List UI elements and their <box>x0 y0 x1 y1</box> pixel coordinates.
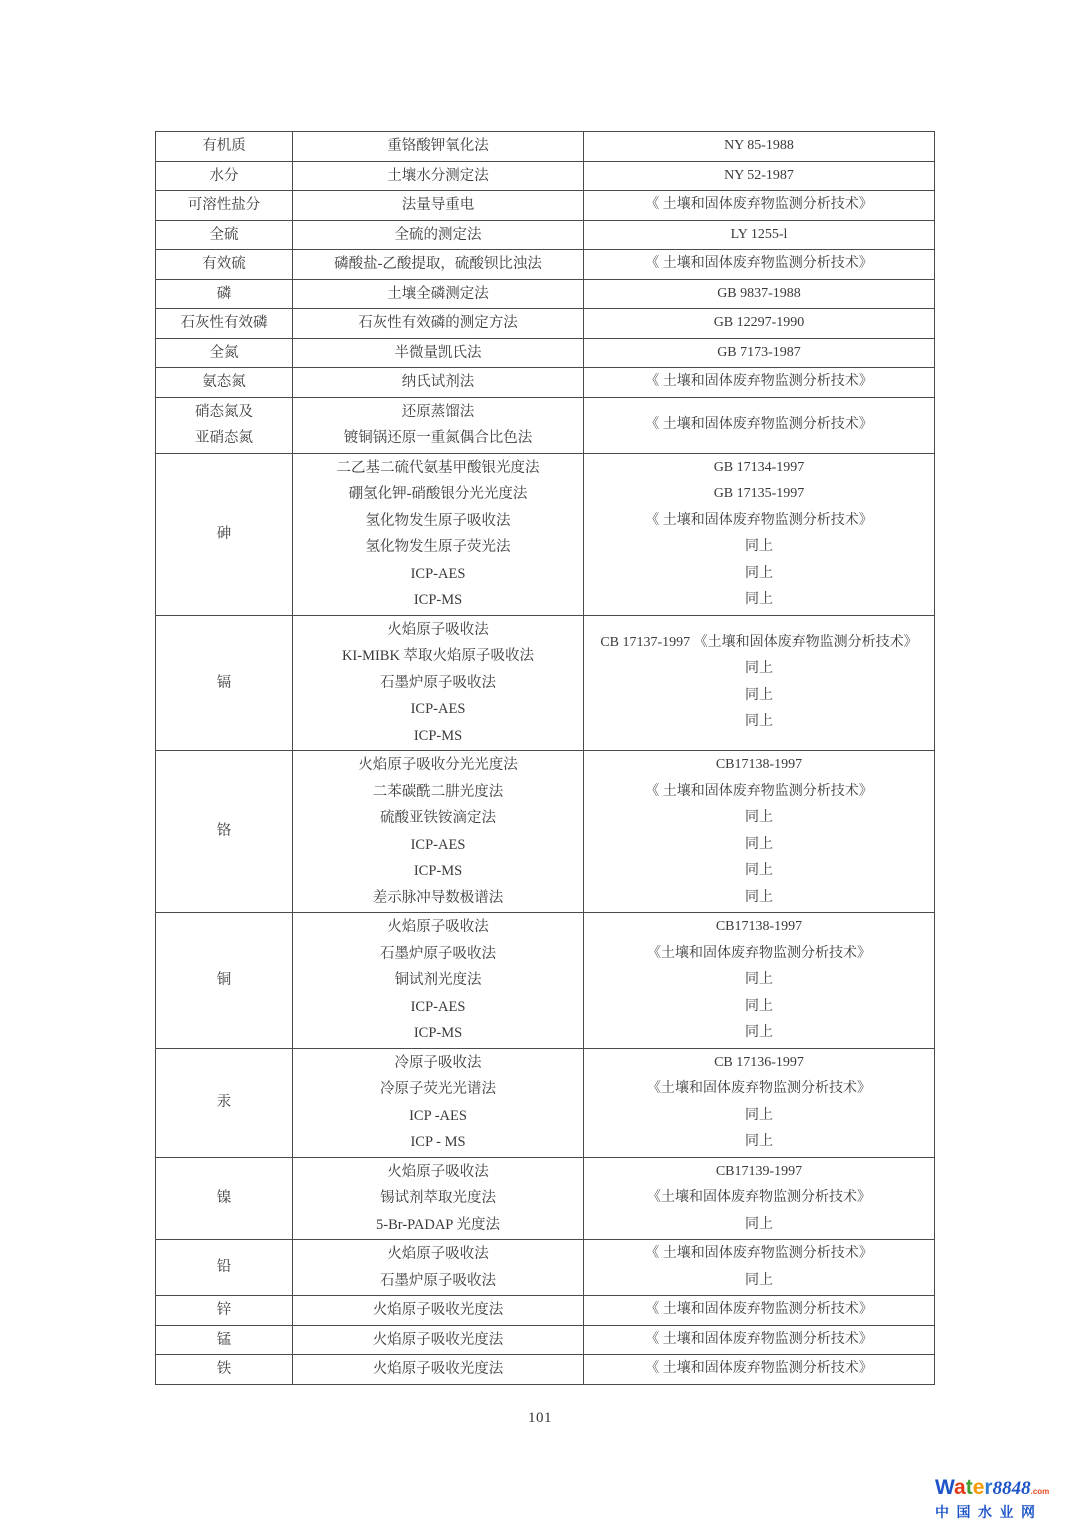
cell-line: 同上 <box>745 592 773 607</box>
table-row <box>156 751 935 913</box>
water8848-logo <box>935 1477 1077 1521</box>
standard-cell <box>584 279 935 309</box>
cell-line: 亚硝态氮 <box>195 430 253 446</box>
cell-line: GB 17134-1997 <box>713 459 805 475</box>
cell-line: 《 土壤和固体废弃物监测分析技术》 <box>645 1331 873 1347</box>
cell-line: 火焰原子吸收分光光度法 <box>358 757 518 773</box>
cell-line: 重铬酸钾氧化法 <box>387 138 489 154</box>
item-cell <box>156 1157 293 1240</box>
cell-line: 汞 <box>216 1094 232 1111</box>
table-row <box>156 338 935 368</box>
table-row <box>156 397 935 453</box>
cell-line: 冷原子吸收法 <box>394 1054 482 1071</box>
cell-line: 镉 <box>216 674 232 691</box>
method-cell <box>293 1240 584 1296</box>
cell-line: 《 土壤和固体废弃物监测分析技术》 <box>645 1246 873 1261</box>
cell-line: CB 17137-1997 《土壤和固体废弃物监测分析技术》 <box>600 634 918 650</box>
cell-line: 火焰原子吸收法 <box>387 1163 489 1180</box>
item-cell <box>156 161 293 191</box>
table-row <box>156 132 935 162</box>
method-cell <box>293 397 584 453</box>
cell-line: CB17139-1997 <box>715 1163 803 1179</box>
cell-line: 火焰原子吸收法 <box>387 1246 489 1262</box>
cell-line: 石灰性有效磷的测定方法 <box>358 315 518 331</box>
standard-cell <box>584 309 935 339</box>
table-row <box>156 1325 935 1355</box>
item-cell <box>156 368 293 398</box>
cell-line: 二苯碳酰二肼光度法 <box>372 783 504 800</box>
cell-line: 磷酸盐-乙酸提取，硫酸钡比浊法 <box>334 256 542 272</box>
cell-line: 全硫 <box>209 226 239 243</box>
cell-line: 氢化物发生原子荧光法 <box>365 539 511 555</box>
standard-cell <box>584 1325 935 1355</box>
table-row <box>156 191 935 221</box>
cell-line: KI-MIBK 萃取火焰原子吸收法 <box>341 648 535 664</box>
cell-line: 《 土壤和固体废弃物监测分析技术》 <box>645 256 873 271</box>
item-cell <box>156 615 293 751</box>
cell-line: 同上 <box>745 863 773 878</box>
standard-cell <box>584 615 935 751</box>
method-cell <box>293 751 584 913</box>
method-cell <box>293 1048 584 1157</box>
cell-line: 《 土壤和固体废弃物监测分析技术》 <box>645 1361 873 1376</box>
table-row <box>156 1355 935 1385</box>
cell-line: ICP-AES <box>410 565 466 582</box>
method-cell <box>293 132 584 162</box>
cell-line: 铜试剂光度法 <box>394 972 482 988</box>
item-cell <box>156 751 293 913</box>
cell-line: 同上 <box>745 1216 773 1232</box>
cell-line: 同上 <box>745 1025 773 1040</box>
table-row <box>156 453 935 615</box>
method-cell <box>293 913 584 1049</box>
standard-cell <box>584 250 935 280</box>
logo-tld: .com <box>1030 1487 1050 1496</box>
cell-line: 水分 <box>209 167 239 184</box>
logo-word <box>935 1476 993 1499</box>
cell-line: 《 土壤和固体废弃物监测分析技术》 <box>645 512 873 528</box>
cell-line: 有机质 <box>202 138 246 154</box>
cell-line: 火焰原子吸收法 <box>387 919 489 935</box>
standard-cell <box>584 397 935 453</box>
standard-cell <box>584 1355 935 1385</box>
cell-line: GB 7173-1987 <box>717 344 801 360</box>
cell-line: ICP-AES <box>410 701 466 717</box>
cell-line: 全氮 <box>209 344 239 361</box>
method-cell <box>293 368 584 398</box>
logo-letter: a <box>954 1476 966 1499</box>
method-cell <box>293 161 584 191</box>
cell-line: CB17138-1997 <box>715 919 803 934</box>
cell-line: CB 17136-1997 <box>714 1054 804 1070</box>
cell-line: 全硫的测定法 <box>394 226 482 243</box>
cell-line: 石灰性有效磷 <box>180 315 268 331</box>
method-cell <box>293 615 584 751</box>
logo-letter: t <box>965 1476 973 1499</box>
table-row <box>156 368 935 398</box>
table-row <box>156 615 935 751</box>
cell-line: 氢化物发生原子吸收法 <box>365 512 511 529</box>
cell-line: GB 9837-1988 <box>717 285 801 301</box>
cell-line: 硝态氮及 <box>195 403 253 420</box>
cell-line: 同上 <box>745 714 773 730</box>
method-cell <box>293 453 584 615</box>
cell-line: NY 52-1987 <box>724 167 794 183</box>
item-cell <box>156 453 293 615</box>
cell-line: 火焰原子吸收光度法 <box>372 1302 504 1318</box>
cell-line: 氨态氮 <box>202 374 246 390</box>
item-cell <box>156 220 293 250</box>
cell-line: 火焰原子吸收光度法 <box>372 1331 504 1348</box>
table-row <box>156 1048 935 1157</box>
analysis-methods-table <box>155 131 935 1385</box>
logo-wordmark <box>935 1477 1077 1503</box>
cell-line: 法量导重电 <box>401 197 475 213</box>
cell-line: 同上 <box>745 565 773 581</box>
cell-line: 锡试剂萃取光度法 <box>380 1190 496 1206</box>
cell-line: 铅 <box>216 1259 232 1276</box>
standard-cell <box>584 1048 935 1157</box>
cell-line: 土壤全磷测定法 <box>387 285 489 302</box>
logo-number: 8848 <box>992 1478 1031 1499</box>
cell-line: 石墨炉原子吸收法 <box>380 945 496 962</box>
cell-line: 同上 <box>745 1107 773 1123</box>
item-cell <box>156 1325 293 1355</box>
item-cell <box>156 191 293 221</box>
cell-line: ICP - MS <box>410 1134 466 1150</box>
table-row <box>156 250 935 280</box>
table-row <box>156 1157 935 1240</box>
item-cell <box>156 1048 293 1157</box>
cell-line: 同上 <box>745 889 773 905</box>
standard-cell <box>584 220 935 250</box>
method-cell <box>293 250 584 280</box>
cell-line: 《 土壤和固体废弃物监测分析技术》 <box>645 197 873 212</box>
item-cell <box>156 250 293 280</box>
standard-cell <box>584 751 935 913</box>
table-row <box>156 1296 935 1326</box>
cell-line: 同上 <box>745 661 773 677</box>
cell-line: 可溶性盐分 <box>187 197 261 213</box>
method-cell <box>293 338 584 368</box>
item-cell <box>156 132 293 162</box>
cell-line: 石墨炉原子吸收法 <box>380 1272 496 1289</box>
standard-cell <box>584 1157 935 1240</box>
cell-line: 同上 <box>745 972 773 987</box>
logo-letter: e <box>972 1476 985 1499</box>
logo-letter: r <box>984 1476 993 1499</box>
cell-line: 半微量凯氏法 <box>394 344 482 361</box>
cell-line: 石墨炉原子吸收法 <box>380 674 496 691</box>
cell-line: 《 土壤和固体废弃物监测分析技术》 <box>645 374 873 389</box>
cell-line: 《 土壤和固体废弃物监测分析技术》 <box>645 1302 873 1317</box>
standard-cell <box>584 1240 935 1296</box>
cell-line: LY 1255-l <box>730 226 788 242</box>
method-cell <box>293 1296 584 1326</box>
cell-line: CB17138-1997 <box>715 757 803 772</box>
cell-line: ICP -AES <box>409 1107 467 1124</box>
cell-line: 《 土壤和固体废弃物监测分析技术》 <box>645 416 873 432</box>
cell-line: GB 17135-1997 <box>713 486 805 501</box>
table-row <box>156 913 935 1049</box>
cell-line: ICP-MS <box>413 1025 463 1041</box>
cell-line: 砷 <box>216 525 232 542</box>
item-cell <box>156 913 293 1049</box>
cell-line: 纳氏试剂法 <box>401 374 475 390</box>
item-cell <box>156 1296 293 1326</box>
method-cell <box>293 1157 584 1240</box>
standard-cell <box>584 161 935 191</box>
cell-line: 同上 <box>745 810 773 825</box>
cell-line: 火焰原子吸收法 <box>387 621 489 638</box>
method-cell <box>293 1325 584 1355</box>
standard-cell <box>584 368 935 398</box>
item-cell <box>156 309 293 339</box>
cell-line: ICP-MS <box>413 592 463 608</box>
cell-line: NY 85-1988 <box>724 138 794 153</box>
standard-cell <box>584 913 935 1049</box>
cell-line: 镀铜锅还原一重氮偶合比色法 <box>343 430 533 446</box>
cell-line: 磷 <box>216 285 232 302</box>
cell-line: ICP-MS <box>413 863 463 879</box>
cell-line: 火焰原子吸收光度法 <box>372 1361 504 1377</box>
table-row <box>156 309 935 339</box>
standard-cell <box>584 191 935 221</box>
cell-line: 《土壤和固体废弃物监测分析技术》 <box>647 1190 871 1205</box>
cell-line: 硼氢化钾-硝酸银分光光度法 <box>348 486 528 502</box>
cell-line: GB 12297-1990 <box>713 315 805 330</box>
method-cell <box>293 191 584 221</box>
standard-cell <box>584 338 935 368</box>
cell-line: 二乙基二硫代氨基甲酸银光度法 <box>336 459 540 476</box>
table-row <box>156 220 935 250</box>
item-cell <box>156 1240 293 1296</box>
cell-line: 铬 <box>216 823 232 840</box>
page-number: 101 <box>528 1410 552 1426</box>
standard-cell <box>584 453 935 615</box>
table-row <box>156 161 935 191</box>
cell-line: 锌 <box>216 1302 232 1318</box>
cell-line: 《土壤和固体废弃物监测分析技术》 <box>647 1081 871 1096</box>
method-cell <box>293 1355 584 1385</box>
table-row <box>156 1240 935 1296</box>
standard-cell <box>584 132 935 162</box>
method-cell <box>293 220 584 250</box>
item-cell <box>156 1355 293 1385</box>
cell-line: 同上 <box>745 1272 773 1288</box>
cell-line: 铁 <box>216 1361 232 1377</box>
item-cell <box>156 338 293 368</box>
cell-line: ICP-AES <box>410 836 466 853</box>
item-cell <box>156 279 293 309</box>
table-row <box>156 279 935 309</box>
standard-cell <box>584 1296 935 1326</box>
cell-line: 同上 <box>745 687 773 703</box>
cell-line: 同上 <box>745 998 773 1014</box>
cell-line: 冷原子荧光光谱法 <box>380 1081 496 1097</box>
cell-line: 土壤水分测定法 <box>387 167 489 184</box>
cell-line: 锰 <box>216 1331 232 1348</box>
item-cell <box>156 397 293 453</box>
cell-line: ICP-MS <box>413 727 463 744</box>
method-cell <box>293 279 584 309</box>
cell-line: 镍 <box>216 1190 232 1206</box>
logo-subtitle: 中国水业网 <box>935 1504 1043 1520</box>
cell-line: 《土壤和固体废弃物监测分析技术》 <box>647 945 871 961</box>
cell-line: 还原蒸馏法 <box>401 403 475 420</box>
cell-line: ICP-AES <box>410 998 466 1015</box>
cell-line: 硫酸亚铁铵滴定法 <box>380 810 496 826</box>
cell-line: 5-Br-PADAP 光度法 <box>376 1216 500 1233</box>
cell-line: 同上 <box>745 1134 773 1149</box>
cell-line: 《 土壤和固体废弃物监测分析技术》 <box>645 783 873 799</box>
cell-line: 同上 <box>745 539 773 554</box>
cell-line: 同上 <box>745 836 773 852</box>
cell-line: 铜 <box>216 972 232 988</box>
cell-line: 有效硫 <box>202 256 246 272</box>
method-cell <box>293 309 584 339</box>
cell-line: 差示脉冲导数极谱法 <box>372 889 504 906</box>
logo-letter: W <box>935 1476 955 1499</box>
